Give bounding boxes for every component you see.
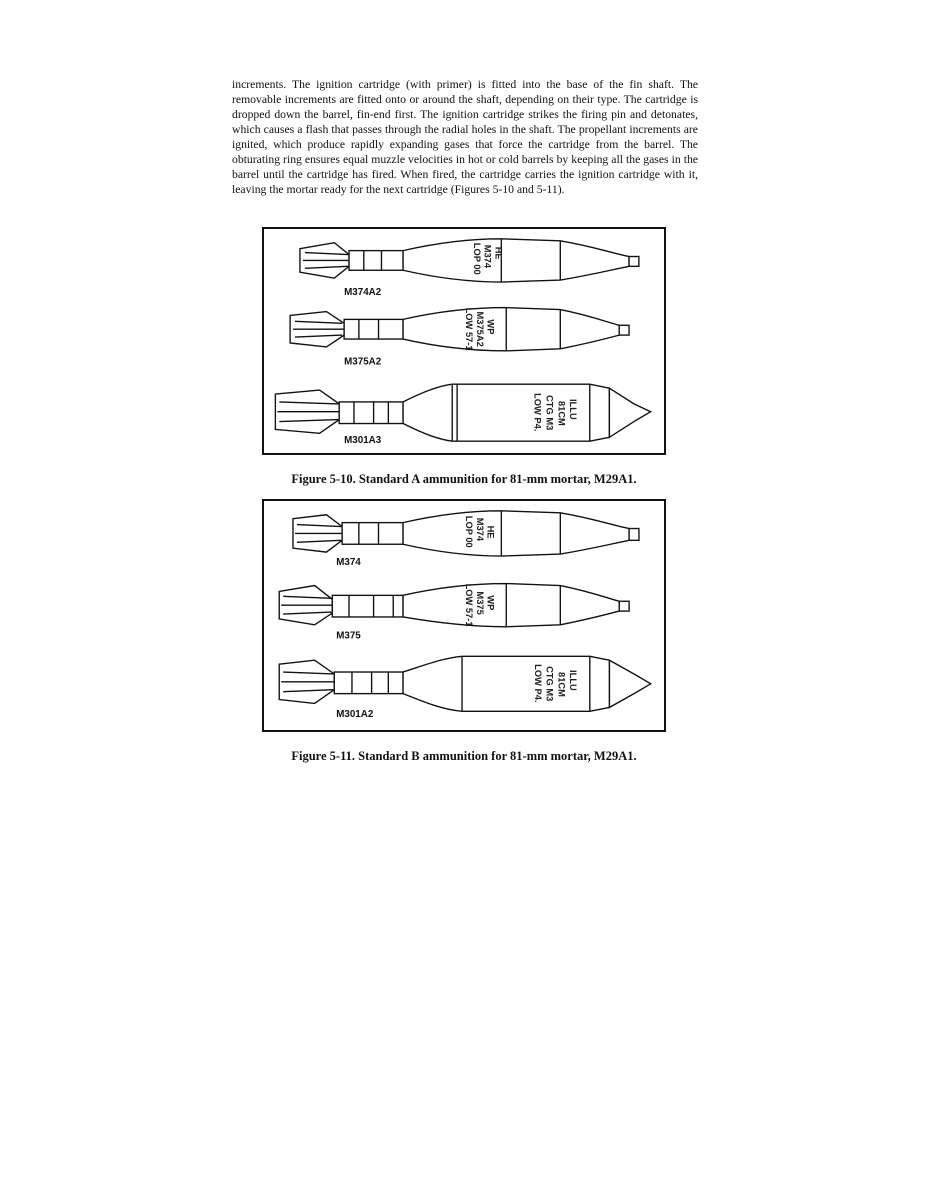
standard-b-ammunition-illustration — [264, 501, 664, 730]
svg-text:ILLU: ILLU — [568, 398, 579, 420]
svg-text:WP: WP — [485, 319, 496, 335]
svg-text:CTG M3: CTG M3 — [544, 666, 555, 702]
round-illum-illustration — [279, 656, 651, 711]
body-paragraph: increments. The ignition cartridge (with primer) is fitted into the base of the fin shaft. The removable increments are fitted onto or around the shaft, depending on their type. The cartridge is dropped down the barrel, fin-end first. The ignition cartridge strikes the firing pin and detonates, which causes a flash that passes through the radial holes in the shaft. The propellant increments are ignited, which produce rapidly expanding gases that force the cartridge from the barrel. The obturating ring ensures equal muzzle velocities in hot or cold barrels by keeping all the gases in the barrel until the cartridge has fired. When fired, the cartridge carries the ignition cartridge with it, leaving the mortar ready for the next cartridge (Figures 5-10 and 5-11). — [232, 78, 698, 196]
figure-5-11-frame — [262, 499, 666, 732]
svg-text:LOW P4.: LOW P4. — [532, 664, 543, 703]
svg-text:HE: HE — [485, 525, 496, 539]
round-label-m374a2: M374A2 — [344, 286, 382, 298]
svg-text:M374: M374 — [474, 517, 485, 542]
svg-text:ILLU: ILLU — [568, 670, 579, 691]
svg-text:LOW 57-1: LOW 57-1 — [463, 307, 474, 351]
round-label-m374: M374 — [336, 556, 361, 568]
figure-5-10-frame — [262, 227, 666, 455]
round-label-m301a3: M301A3 — [344, 435, 382, 447]
round-illum-illustration — [275, 384, 650, 441]
round-wp-illustration — [279, 584, 629, 627]
svg-text:M374: M374 — [482, 244, 493, 269]
standard-a-ammunition-illustration — [264, 229, 664, 453]
svg-text:WP: WP — [485, 595, 496, 611]
svg-text:LOW 57-1: LOW 57-1 — [463, 583, 474, 627]
svg-text:LOP 00: LOP 00 — [463, 515, 474, 548]
round-label-m301a2: M301A2 — [336, 709, 374, 721]
svg-text:LOW P4.: LOW P4. — [532, 393, 543, 432]
svg-text:CTG M3: CTG M3 — [544, 395, 555, 431]
figure-5-11-caption: Figure 5-11. Standard B ammunition for 81-mm mortar, M29A1. — [291, 749, 637, 763]
svg-text:M375A2: M375A2 — [474, 311, 485, 347]
round-label-m375a2: M375A2 — [344, 356, 382, 368]
round-wp-illustration — [290, 308, 629, 351]
svg-text:M375: M375 — [474, 591, 485, 615]
round-he-illustration — [300, 239, 639, 282]
round-label-m375: M375 — [336, 630, 361, 642]
svg-text:HE: HE — [493, 246, 504, 260]
figure-5-10-caption: Figure 5-10. Standard A ammunition for 81-mm mortar, M29A1. — [291, 472, 637, 486]
svg-text:LOP 00: LOP 00 — [471, 242, 482, 275]
svg-text:81CM: 81CM — [556, 400, 567, 426]
svg-text:81CM: 81CM — [556, 672, 567, 697]
